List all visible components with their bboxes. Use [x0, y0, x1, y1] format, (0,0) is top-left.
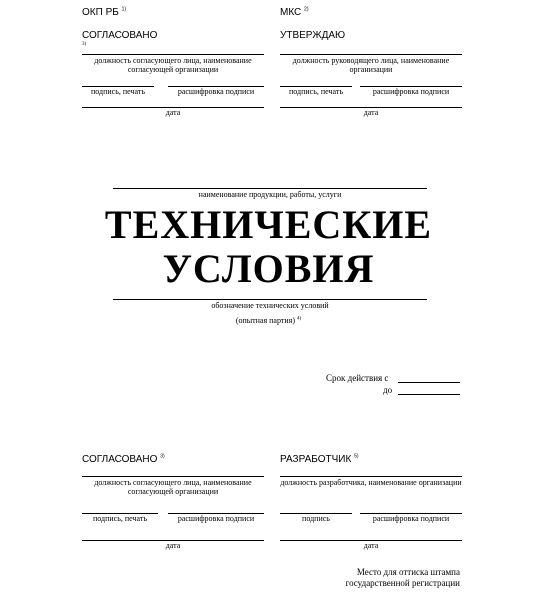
product-caption: наименование продукции, работы, услуги	[198, 190, 342, 199]
product-name-line	[113, 188, 427, 189]
stamp-place-line-1: Место для оттиска штампа	[356, 567, 460, 577]
validity-to-label: до	[383, 385, 393, 395]
decoding-caption-bottom-right: расшифровка подписи	[372, 514, 450, 523]
mks-code-label: МКС $^{2)}$	[280, 6, 309, 18]
okp-code-label: ОКП РБ $^{1)}$	[82, 6, 127, 18]
validity-from-line	[398, 382, 460, 383]
signature-caption-top-right: подпись, печать	[288, 87, 344, 96]
date-caption-top-left: дата	[165, 108, 181, 117]
approval-heading-top-left: СОГЛАСОВАНО	[82, 30, 158, 41]
decoding-caption-bottom-left: расшифровка подписи	[177, 514, 255, 523]
validity-to-line	[398, 394, 460, 395]
position-line-top-left	[82, 54, 264, 55]
signature-caption-bottom-left: подпись, печать	[92, 514, 148, 523]
validity-from-label: Срок действия с	[326, 373, 389, 383]
approval-heading-bottom-left: СОГЛАСОВАНО $^{3)}$	[82, 453, 165, 465]
position-caption-bottom-left: должность согласующего лица, наименование согласующей организации	[94, 478, 252, 496]
position-line-bottom-left	[82, 476, 264, 477]
batch-note: (опытная партия) $^{4)}$	[235, 316, 302, 325]
developer-heading: РАЗРАБОТЧИК $^{5)}$	[280, 453, 359, 465]
position-line-bottom-right	[280, 476, 462, 477]
stamp-place-line-2: государственной регистрации	[345, 578, 460, 588]
decoding-caption-top-left: расшифровка подписи	[177, 87, 255, 96]
title-line-1: ТЕХНИЧЕСКИЕ	[104, 202, 433, 247]
designation-caption: обозначение технических условий	[211, 301, 329, 310]
position-caption-top-left: должность согласующего лица, наименование согласующей организации	[94, 56, 252, 74]
approval-note-top-left: 3)	[82, 42, 87, 47]
designation-line	[113, 299, 427, 300]
position-caption-bottom-right: должность разработчика, наименование организации	[280, 478, 462, 487]
signature-caption-top-left: подпись, печать	[90, 87, 146, 96]
date-caption-bottom-right: дата	[363, 541, 379, 550]
position-caption-top-right: должность руководящего лица, наименование организации	[292, 56, 450, 74]
date-caption-top-right: дата	[363, 108, 379, 117]
position-line-top-right	[280, 54, 462, 55]
decoding-caption-top-right: расшифровка подписи	[372, 87, 450, 96]
title-line-2: УСЛОВИЯ	[162, 246, 375, 291]
approval-heading-top-right: УТВЕРЖДАЮ	[280, 30, 346, 41]
signature-caption-bottom-right: подпись	[302, 514, 330, 523]
date-caption-bottom-left: дата	[165, 541, 181, 550]
